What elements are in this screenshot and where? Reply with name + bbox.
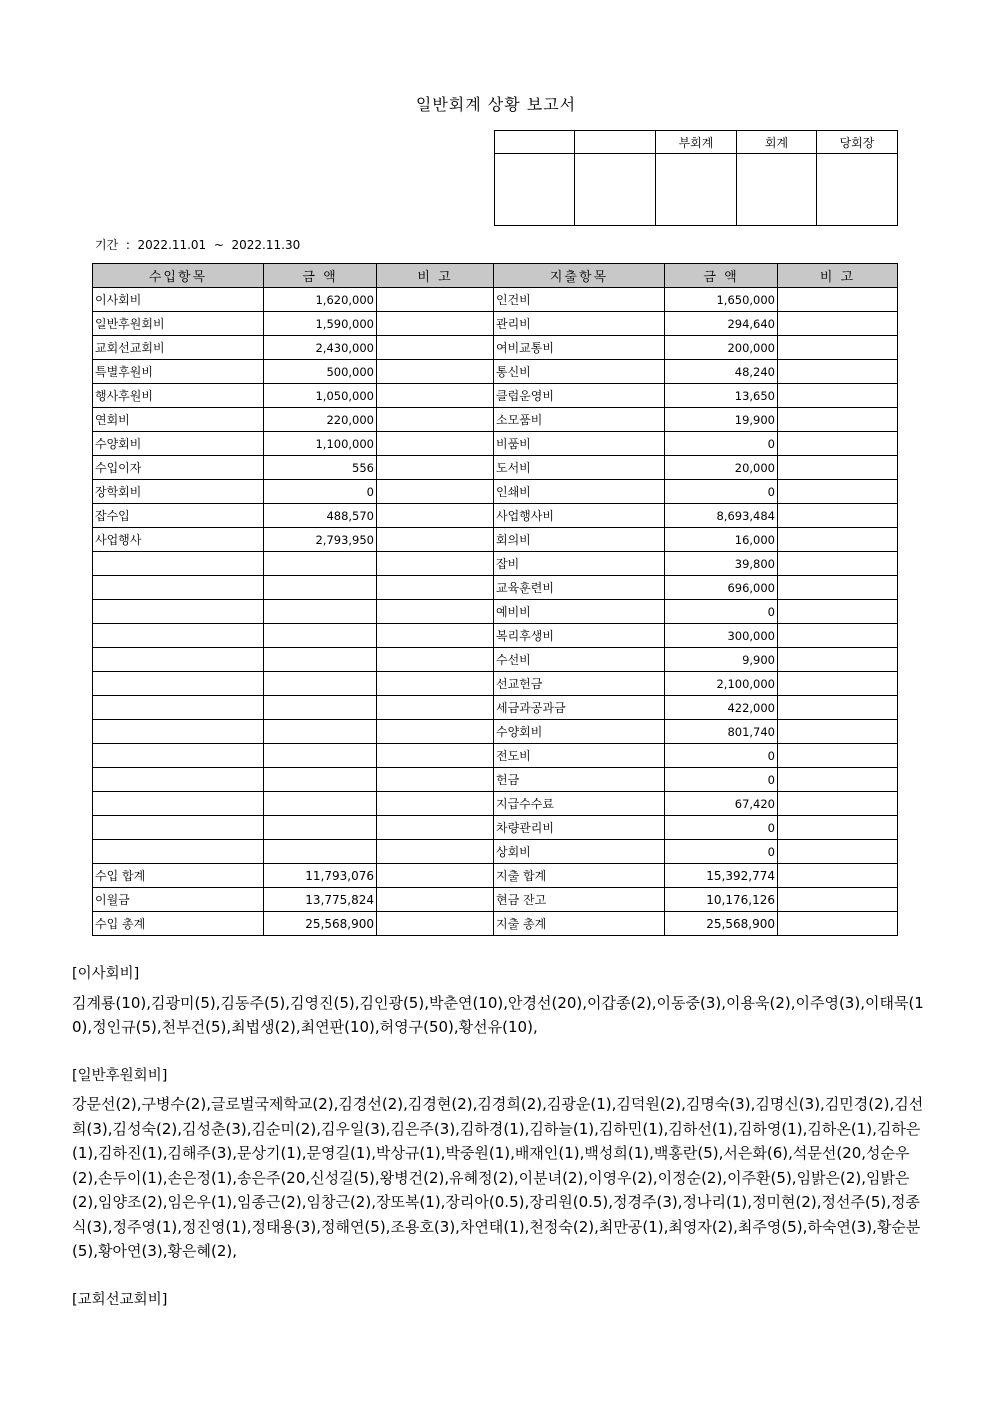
expense-note [778,600,898,624]
income-amount: 220,000 [264,408,377,432]
income-item: 이월금 [93,888,264,912]
expense-amount: 13,650 [665,384,778,408]
income-amount [264,720,377,744]
expense-note [778,912,898,936]
income-amount [264,696,377,720]
expense-note [778,672,898,696]
approval-header [495,131,575,154]
expense-note [778,864,898,888]
income-note [377,816,494,840]
income-item: 교회선교회비 [93,336,264,360]
table-row [93,456,898,480]
header-income-note: 비 고 [377,264,494,288]
expense-item: 교육훈련비 [494,576,665,600]
expense-amount: 20,000 [665,456,778,480]
expense-note [778,312,898,336]
income-note [377,504,494,528]
income-item: 잡수입 [93,504,264,528]
expense-amount: 67,420 [665,792,778,816]
expense-item: 지출 합계 [494,864,665,888]
expense-item: 여비교통비 [494,336,665,360]
table-row [93,480,898,504]
expense-note [778,840,898,864]
income-item: 특별후원비 [93,360,264,384]
expense-amount: 1,650,000 [665,288,778,312]
expense-note [778,408,898,432]
expense-amount: 0 [665,744,778,768]
expense-note [778,456,898,480]
expense-note [778,432,898,456]
income-amount: 500,000 [264,360,377,384]
approval-box [494,130,898,226]
income-amount [264,648,377,672]
income-amount [264,768,377,792]
income-note [377,648,494,672]
expense-note [778,768,898,792]
income-amount [264,624,377,648]
income-note [377,672,494,696]
expense-amount: 300,000 [665,624,778,648]
expense-item: 전도비 [494,744,665,768]
expense-amount: 19,900 [665,408,778,432]
income-amount: 1,050,000 [264,384,377,408]
expense-amount: 200,000 [665,336,778,360]
expense-item: 헌금 [494,768,665,792]
income-item: 일반후원회비 [93,312,264,336]
income-amount: 11,793,076 [264,864,377,888]
income-note [377,696,494,720]
income-amount [264,672,377,696]
income-amount [264,552,377,576]
expense-item: 수양회비 [494,720,665,744]
header-income-item: 수입항목 [93,264,264,288]
expense-item: 통신비 [494,360,665,384]
income-amount: 1,100,000 [264,432,377,456]
income-note [377,600,494,624]
report-period: 기간 : 2022.11.01 ~ 2022.11.30 [95,238,301,252]
expense-note [778,288,898,312]
note-section-title: [교회선교회비] [72,1291,168,1308]
income-note [377,744,494,768]
expense-note [778,384,898,408]
table-row [93,312,898,336]
income-note [377,432,494,456]
expense-item: 수선비 [494,648,665,672]
expense-amount: 2,100,000 [665,672,778,696]
expense-note [778,792,898,816]
income-note [377,336,494,360]
income-amount: 2,793,950 [264,528,377,552]
income-note [377,480,494,504]
signature-cell [656,154,737,226]
expense-item: 선교헌금 [494,672,665,696]
income-amount [264,600,377,624]
header-expense-note: 비 고 [778,264,898,288]
income-amount: 488,570 [264,504,377,528]
income-amount: 0 [264,480,377,504]
income-note [377,288,494,312]
expense-item: 인쇄비 [494,480,665,504]
expense-amount: 0 [665,816,778,840]
summary-row [93,864,898,888]
expense-note [778,696,898,720]
signature-cell [495,154,575,226]
expense-amount: 48,240 [665,360,778,384]
expense-amount: 0 [665,600,778,624]
income-note [377,768,494,792]
approval-header-vice-treasurer: 부회계 [656,131,737,154]
expense-note [778,576,898,600]
income-item [93,696,264,720]
notes-section [72,962,924,1336]
table-row [93,840,898,864]
table-row [93,384,898,408]
income-item [93,816,264,840]
income-item [93,624,264,648]
income-note [377,792,494,816]
table-row [93,336,898,360]
income-amount [264,744,377,768]
income-item [93,840,264,864]
income-amount: 2,430,000 [264,336,377,360]
income-note [377,528,494,552]
expense-note [778,816,898,840]
income-item [93,552,264,576]
note-section-body: 강문선(2),구병수(2),글로벌국제학교(2),김경선(2),김경현(2),김경희(2),김광운(1),김덕원(2),김명숙(3),김명신(3),김민경(2),김선희(3),김성숙(2),김성춘(3),김순미(2),김우일(3),김은주(3),김하경(1),김하늘(1),김하민(1),김하선(1),김하영(1),김하온(1),김하은(1),김하진(1),김해주(3),문상기(1),문영길(1),박상규(1),박중원(1),배재인(1),백성희(1),백홍란(5),서은화(6),석문선(20,성순우(2),손두이(1),손은정(1),송은주(20,신성길(5),왕병건(2),유혜정(2),이분녀(2),이영우(2),이정순(2),이주환(5),임밝은(2),임밝은(2),임양조(2),임은우(1),임종근(2),임창근(2),장또복(1),장리아(0.5),장리원(0.5),정경주(3),정나리(1),정미현(2),정선주(5),정종식(3),정주영(1),정진영(1),정태용(3),정해연(5),조용호(3),차연태(1),천정숙(2),최만공(1),최영자(2),최주영(5),하숙연(3),황순분(5),황아연(3),황은혜(2), [72,1095,924,1260]
note-section-body: 김계룡(10),김광미(5),김동주(5),김영진(5),김인광(5),박춘연(10),안경선(20),이갑종(2),이동중(3),이용욱(2),이주영(3),이태묵(10),정인규(5),천부건(5),최법생(2),최연판(10),허영구(50),황선유(10), [72,993,924,1036]
table-row [93,408,898,432]
income-amount [264,792,377,816]
expense-item: 회의비 [494,528,665,552]
expense-note [778,744,898,768]
income-item: 수입 총계 [93,912,264,936]
table-row [93,432,898,456]
income-item [93,792,264,816]
approval-header-treasurer: 회계 [737,131,817,154]
expense-item: 예비비 [494,600,665,624]
expense-note [778,528,898,552]
table-row [93,696,898,720]
income-note [377,840,494,864]
expense-note [778,360,898,384]
header-expense-amount: 금 액 [665,264,778,288]
income-item: 수입 합계 [93,864,264,888]
header-expense-item: 지출항목 [494,264,665,288]
expense-amount: 294,640 [665,312,778,336]
table-row [93,528,898,552]
income-note [377,888,494,912]
expense-note [778,624,898,648]
table-row [93,288,898,312]
expense-note [778,336,898,360]
income-amount: 1,590,000 [264,312,377,336]
table-row [93,576,898,600]
expense-item: 비품비 [494,432,665,456]
header-income-amount: 금 액 [264,264,377,288]
table-row [93,768,898,792]
income-note [377,360,494,384]
income-item [93,768,264,792]
expense-amount: 25,568,900 [665,912,778,936]
income-note [377,408,494,432]
signature-cell [575,154,656,226]
table-row [93,816,898,840]
report-title: 일반회계 상황 보고서 [415,95,577,114]
income-item: 장학회비 [93,480,264,504]
expense-amount: 9,900 [665,648,778,672]
expense-amount: 801,740 [665,720,778,744]
table-row [93,504,898,528]
expense-amount: 15,392,774 [665,864,778,888]
approval-header-pastor: 당회장 [817,131,898,154]
expense-item: 도서비 [494,456,665,480]
income-note [377,576,494,600]
income-note [377,864,494,888]
income-amount: 13,775,824 [264,888,377,912]
signature-cell [737,154,817,226]
summary-row [93,888,898,912]
income-item: 이사회비 [93,288,264,312]
income-amount [264,816,377,840]
income-note [377,624,494,648]
income-note [377,456,494,480]
table-row [93,648,898,672]
income-amount [264,840,377,864]
expense-item: 지출 총계 [494,912,665,936]
expense-item: 인건비 [494,288,665,312]
expense-note [778,480,898,504]
expense-note [778,504,898,528]
income-amount: 1,620,000 [264,288,377,312]
income-amount: 25,568,900 [264,912,377,936]
ledger-header-row [93,264,898,288]
income-item [93,576,264,600]
expense-amount: 696,000 [665,576,778,600]
income-amount: 556 [264,456,377,480]
income-item: 사업행사 [93,528,264,552]
expense-item: 지급수수료 [494,792,665,816]
table-row [93,624,898,648]
ledger-table [92,263,898,936]
table-row [93,744,898,768]
expense-amount: 0 [665,768,778,792]
summary-row [93,912,898,936]
income-note [377,384,494,408]
expense-item: 세금과공과금 [494,696,665,720]
note-section-title: [일반후원회비] [72,1067,168,1084]
expense-note [778,720,898,744]
expense-note [778,888,898,912]
income-note [377,912,494,936]
expense-amount: 16,000 [665,528,778,552]
expense-item: 상회비 [494,840,665,864]
expense-note [778,552,898,576]
table-row [93,552,898,576]
expense-amount: 39,800 [665,552,778,576]
expense-amount: 8,693,484 [665,504,778,528]
expense-amount: 0 [665,840,778,864]
note-section-title: [이사회비] [72,966,140,982]
income-note [377,720,494,744]
approval-header [575,131,656,154]
income-item: 행사후원비 [93,384,264,408]
income-item [93,672,264,696]
expense-item: 소모품비 [494,408,665,432]
expense-amount: 422,000 [665,696,778,720]
expense-amount: 0 [665,432,778,456]
income-item [93,600,264,624]
income-note [377,312,494,336]
income-amount [264,576,377,600]
income-item: 수양회비 [93,432,264,456]
table-row [93,792,898,816]
expense-note [778,648,898,672]
income-item: 수입이자 [93,456,264,480]
expense-item: 클럽운영비 [494,384,665,408]
expense-item: 현금 잔고 [494,888,665,912]
table-row [93,672,898,696]
expense-item: 잡비 [494,552,665,576]
income-item [93,744,264,768]
income-item [93,648,264,672]
income-item [93,720,264,744]
expense-item: 사업행사비 [494,504,665,528]
signature-cell [817,154,898,226]
income-note [377,552,494,576]
income-item: 연회비 [93,408,264,432]
expense-amount: 10,176,126 [665,888,778,912]
table-row [93,360,898,384]
table-row [93,600,898,624]
table-row [93,720,898,744]
expense-item: 복리후생비 [494,624,665,648]
expense-item: 관리비 [494,312,665,336]
expense-amount: 0 [665,480,778,504]
expense-item: 차량관리비 [494,816,665,840]
